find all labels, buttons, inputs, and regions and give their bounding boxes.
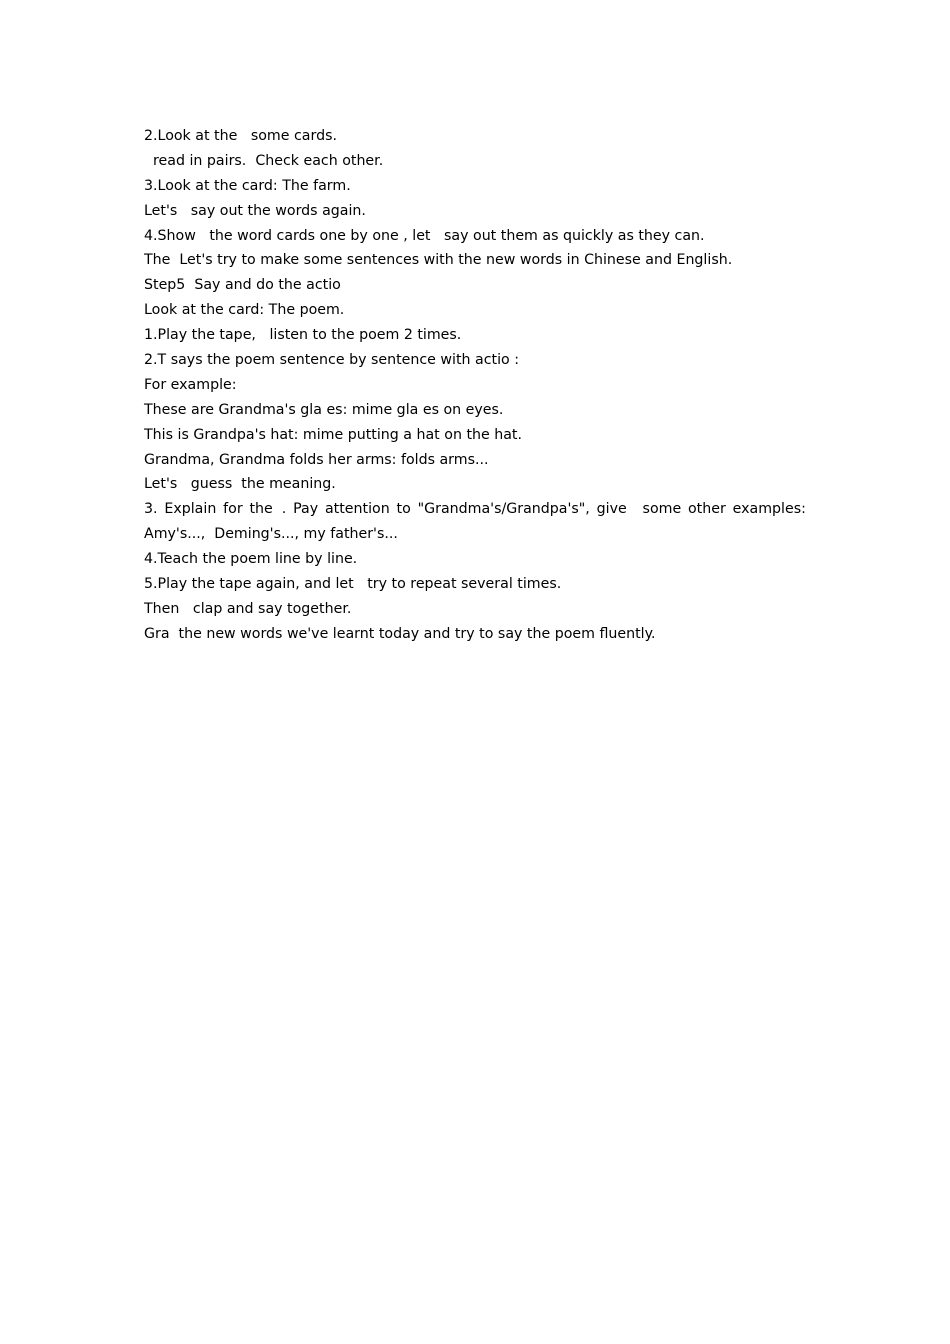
word: some xyxy=(633,501,682,518)
text-line: The Let's try to make some sentences with the new words in Chinese and English. xyxy=(144,252,733,269)
text-line: Amy's..., Deming's..., my father's... xyxy=(144,526,398,543)
word: 3. xyxy=(144,501,158,518)
text-line: 2.Look at the some cards. xyxy=(144,128,337,144)
word: examples: xyxy=(732,501,806,518)
text-line: Then clap and say together. xyxy=(144,600,352,617)
word: other xyxy=(688,501,726,518)
text-line: Look at the card: The poem. xyxy=(144,302,345,319)
text-line: 4.Teach the poem line by line. xyxy=(144,551,358,568)
text-line: Let's guess the meaning. xyxy=(144,476,336,493)
text-line: 5.Play the tape again, and let try to repeat several times. xyxy=(144,576,562,593)
word: "Grandma's/Grandpa's", xyxy=(417,501,590,518)
word: give xyxy=(596,501,627,518)
text-line: These are Grandma's gla es: mime gla es on eyes. xyxy=(144,401,504,418)
text-line: This is Grandpa's hat: mime putting a hat on the hat. xyxy=(144,426,522,443)
justified-text-line xyxy=(144,497,806,522)
word: Explain xyxy=(164,501,217,518)
text-line: 1.Play the tape, listen to the poem 2 times. xyxy=(144,327,462,344)
text-line: read in pairs. Check each other. xyxy=(144,152,384,169)
word: to xyxy=(396,501,411,518)
text-line: 3.Look at the card: The farm. xyxy=(144,177,351,194)
word: the . xyxy=(249,501,287,518)
text-line: For example: xyxy=(144,376,237,393)
text-line: 4.Show the word cards one by one , let say out them as quickly as they can. xyxy=(144,227,705,244)
word: attention xyxy=(324,501,390,518)
word: for xyxy=(223,501,243,518)
step-heading: Step5 Say and do the actio xyxy=(144,277,341,294)
text-line: Grandma, Grandma folds her arms: folds arms... xyxy=(144,451,489,468)
word: Pay xyxy=(293,501,319,518)
text-line: 2.T says the poem sentence by sentence with actio : xyxy=(144,352,519,369)
text-line: Let's say out the words again. xyxy=(144,202,366,219)
text-line: Gra the new words we've learnt today and try to say the poem fluently. xyxy=(144,625,656,642)
document-body xyxy=(144,124,814,647)
